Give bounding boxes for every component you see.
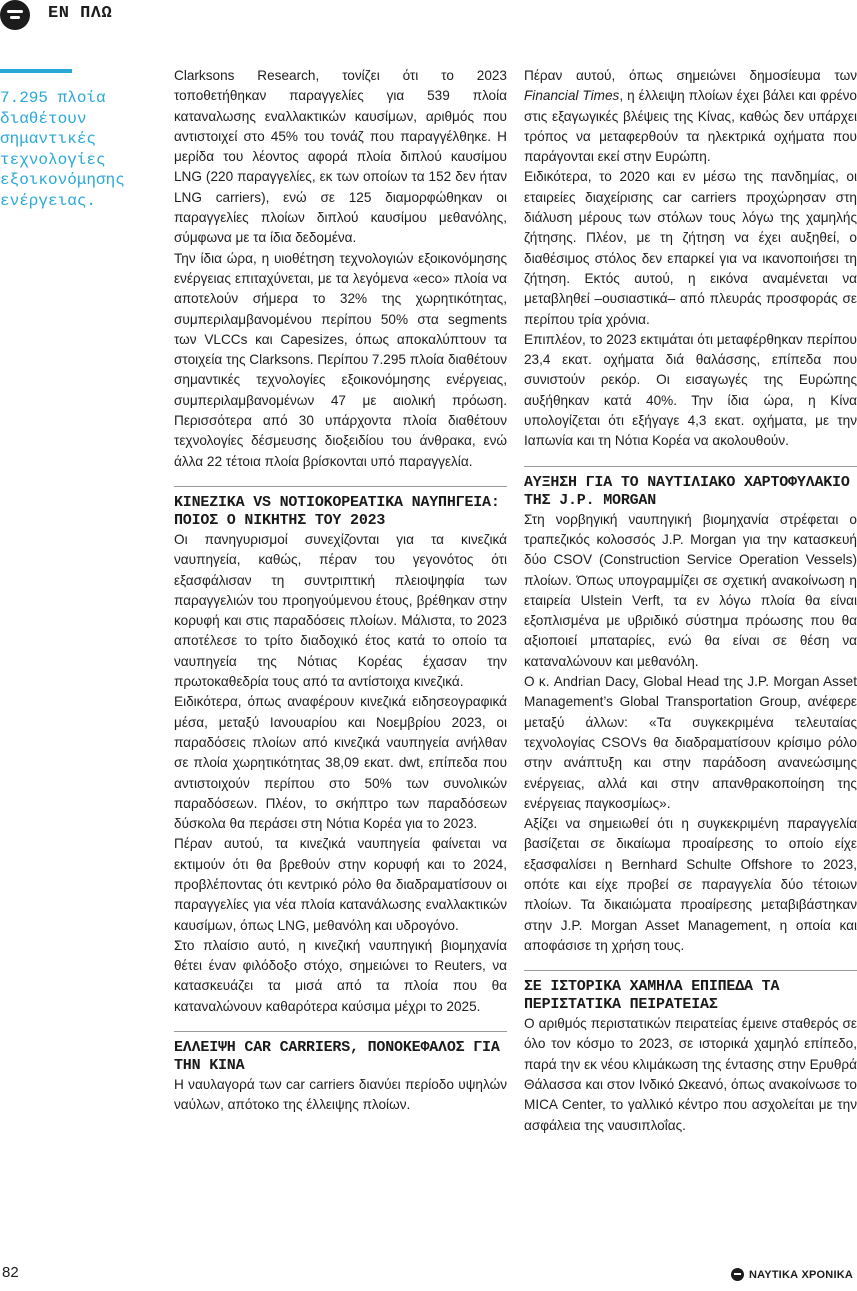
section-heading: ΚΙΝΕΖΙΚΑ VS ΝΟΤΙΟΚΟΡΕΑΤΙΚΑ ΝΑΥΠΗΓΕΙΑ: ΠΟΙΟΣ Ο ΝΙΚΗΤΗΣ ΤΟΥ 2023 bbox=[174, 493, 500, 529]
section-divider bbox=[524, 970, 857, 971]
section-divider bbox=[174, 1031, 507, 1032]
page-number: 82 bbox=[2, 1264, 19, 1281]
paragraph: Η ναυλαγορά των car carriers διανύει περίοδο υψηλών ναύλων, απότοκο της έλλειψης πλοίων. bbox=[174, 1077, 507, 1113]
publication-brand bbox=[731, 1268, 853, 1281]
publication-logo-icon bbox=[731, 1268, 744, 1281]
section-heading: ΕΛΛΕΙΨΗ CAR CARRIERS, ΠΟΝΟΚΕΦΑΛΟΣ ΓΙΑ ΤΗΝ ΚΙΝΑ bbox=[174, 1039, 500, 1075]
paragraph: Την ίδια ώρα, η υιοθέτηση τεχνολογιών εξοικονόμησης ενέργειας επιταχύνεται, με τα λεγόμενα «eco» πλοία να αποτελούν σήμερα το 32% της χωρητικότητας, συμπεριλαμβανομένου περίπου 50% στα segments των VLCCs και Capesizes, όπως αποκαλύπτουν τα στοιχεία της Clarksons. Περίπου 7.295 πλοία διαθέτουν σημαντικές τεχνολογίες εξοικονόμησης ενέργειας, συμπεριλαμβανομένων 47 με αιολική πρόωση. Περισσότερα από 30 υπάρχοντα πλοία διαθέτουν τεχνολογίες δέσμευσης διοξειδίου του άνθρακα, ενώ άλλα 22 τέτοια πλοία βρίσκονται υπό παραγγελία. bbox=[174, 250, 507, 469]
paragraph: Στο πλαίσιο αυτό, η κινεζική ναυπηγική βιομηχανία θέτει έναν φιλόδοξο στόχο, σημειώνει το Reuters, να κατασκευάζει τα μισά από τα πλοία που θα καταναλώνουν καθαρότερα καύσιμα μέχρι το 2025. bbox=[174, 937, 507, 1014]
section-heading: ΣΕ ΙΣΤΟΡΙΚΑ ΧΑΜΗΛΑ ΕΠΙΠΕΔΑ ΤΑ ΠΕΡΙΣΤΑΤΙΚΑ ΠΕΙΡΑΤΕΙΑΣ bbox=[524, 978, 780, 1014]
paragraph: Ειδικότερα, όπως αναφέρουν κινεζικά ειδησεογραφικά μέσα, μεταξύ Ιανουαρίου και Νοεμβρίου 2023, οι παραδόσεις πλοίων από κινεζικά ναυπηγεία ανήλθαν σε πλοία χωρητικότητας 38,09 εκατ. dwt, επίπεδα που αντιστοιχούν περίπου στο 50% των συνολικών παραδόσεων. Πλέον, το σκήπτρο των παραδόσεων δύσκολα θα περάσει στη Νότια Κορέα για το 2023. bbox=[174, 694, 507, 832]
pull-quote-rule bbox=[0, 69, 72, 73]
text-run: , η έλλειψη πλοίων έχει βάλει και φρένο στις εξαγωγικές βλέψεις της Κίνας, καθώς δεν υπάρχει τρόπος να μεταφερθούν τα ηλεκτρικά οχήματα που παράγονται εκεί στην Ευρώπη. bbox=[524, 88, 857, 165]
paragraph: Ο αριθμός περιστατικών πειρατείας έμεινε σταθερός σε όλο τον κόσμο το 2023, σε ιστορικά χαμηλό επίπεδο, παρά την εκ νέου κλιμάκωση της έντασης στην Ερυθρά Θάλασσα και στον Ινδικό Ωκεανό, όπως ανακοίνωσε το MICA Center, το γαλλικό κέντρο που ασχολείται με την ασφάλεια της ναυσιπλοΐας. bbox=[524, 1016, 857, 1133]
section-label: ΕΝ ΠΛΩ bbox=[48, 4, 113, 23]
paragraph: Οι πανηγυρισμοί συνεχίζονται για τα κινεζικά ναυπηγεία, καθώς, πέραν του γεγονότος ότι εξασφάλισαν τη συντριπτική πλειοψηφία των παραγγελιών του προηγούμενου έτους, βρέθηκαν στην κορυφή και στις παραδόσεις πλοίων. Μάλιστα, το 2023 αποτέλεσε το τρίτο διαδοχικό έτος κατά το οποίο τα ναυπηγεία της Νότιας Κορέας έχασαν την πρωτοκαθεδρία τους από τα αντίστοιχα κινεζικά. bbox=[174, 531, 507, 690]
publication-logo-icon bbox=[0, 0, 30, 30]
publication-name: ΝΑΥΤΙΚΑ ΧΡΟΝΙΚΑ bbox=[748, 1268, 853, 1281]
section-divider bbox=[174, 486, 507, 487]
paragraph: Επιπλέον, το 2023 εκτιμάται ότι μεταφέρθηκαν περίπου 23,4 εκατ. οχήματα διά θαλάσσης, επίπεδα που συνιστούν ρεκόρ. Οι εισαγωγές της Ευρώπης αυξήθηκαν κατά 40%. Την ίδια ώρα, η Κίνα υπολογίζεται ότι εξήγαγε 4,3 εκατ. οχήματα, με την Ιαπωνία και τη Νότια Κορέα να ακολουθούν. bbox=[524, 331, 857, 449]
text-run: Πέραν αυτού, όπως σημειώνει δημοσίευμα των bbox=[524, 68, 857, 83]
paragraph: Στη νορβηγική ναυπηγική βιομηχανία στρέφεται ο τραπεζικός κολοσσός J.P. Morgan για την κατασκευή δύο CSOV (Construction Service Operation Vessels) πλοίων. Όπως υπογραμμίζει σε σχετική ανακοίνωση η εταιρεία Ulstein Verft, τα εν λόγω πλοία θα είναι εξοπλισμένα με υβριδικό σύστημα πρόωσης που θα αξιοποιεί μπαταρίες, ενώ θα είναι σε θέση να καταναλώνουν και μεθανόλη. bbox=[524, 511, 857, 669]
pull-quote: 7.295 πλοία διαθέτουν σημαντικές τεχνολογίες εξοικονόμησης ενέργειας. bbox=[0, 89, 125, 210]
paragraph: Clarksons Research, τονίζει ότι το 2023 τοποθετήθηκαν παραγγελίες για 539 πλοία καταναλωσης εναλλακτικών καυσίμων, αριθμός που αντιστοιχεί στο 45% του τονάζ που παραγγέλθηκε. Η μερίδα του λέοντος αφορά πλοία διπλού καυσίμου LNG (220 παραγγελίες, εκ των οποίων τα 152 δεν ήταν LNG carriers), ενώ σε 125 διαμορφώθηκαν οι παραγγελίες πλοίων διπλού καυσίμου μεθανόλης, σύμφωνα με τα ίδια δεδομένα. bbox=[174, 68, 507, 246]
paragraph bbox=[524, 66, 857, 167]
article-column-2 bbox=[524, 66, 857, 1136]
paragraph: Ειδικότερα, το 2020 και εν μέσω της πανδημίας, οι εταιρείες διαχείρισης car carriers προχώρησαν στη διάλυση μέρους των στόλων τους λόγω της χαμηλής ζήτησης. Πλέον, με τη ζήτηση να έχει αυξηθεί, ο διαθέσιμος στόλος δεν επαρκεί για να ικανοποιήσει τη ζήτηση. Εκτός αυτού, η εικόνα αναμένεται να μεταβληθεί –ουσιαστικά– από πλευράς προσφοράς σε περίπου τρία χρόνια. bbox=[524, 169, 857, 327]
section-divider bbox=[524, 466, 857, 467]
paragraph: Αξίζει να σημειωθεί ότι η συγκεκριμένη παραγγελία βασίζεται σε δικαίωμα προαίρεσης το οποίο είχε εξασφαλίσει η Bernhard Schulte Offshore το 2023, οπότε και είχε προβεί σε παραγγελία δύο τέτοιων πλοίων. Τα δικαιώματα προαίρεσης μεταβιβάστηκαν στην J.P. Morgan Asset Management, η οποία και αποφάσισε τη χρήση τους. bbox=[524, 816, 857, 953]
section-heading: ΑΥΞΗΣΗ ΓΙΑ ΤΟ ΝΑΥΤΙΛΙΑΚΟ ΧΑΡΤΟΦΥΛΑΚΙΟ ΤΗΣ J.P. MORGAN bbox=[524, 473, 850, 509]
article-column-1 bbox=[174, 66, 507, 1116]
paragraph: Ο κ. Andrian Dacy, Global Head της J.P. Morgan Asset Management’s Global Transportation Group, ανέφερε μεταξύ άλλων: «Τα συγκεκριμένα τελευταίας τεχνολογίας CSOVs θα διαδραματίσουν κρίσιμο ρόλο στην ανάπτυξη και στην παράδοση ανανεώσιμης ενέργειας, αλλά και στην απανθρακοποίηση της ενέργειας παγκοσμίως». bbox=[524, 674, 857, 811]
source-name: Financial Times bbox=[524, 88, 620, 104]
paragraph: Πέραν αυτού, τα κινεζικά ναυπηγεία φαίνεται να εκτιμούν ότι θα βρεθούν στην κορυφή και το 2024, προβλέποντας ότι κεντρικό ρόλο θα διαδραματίσουν οι παραγγελίες για νέα πλοία κατανάλωσης εναλλακτικών καυσίμων, όπως LNG, μεθανόλη και υδρογόνο. bbox=[174, 836, 507, 933]
